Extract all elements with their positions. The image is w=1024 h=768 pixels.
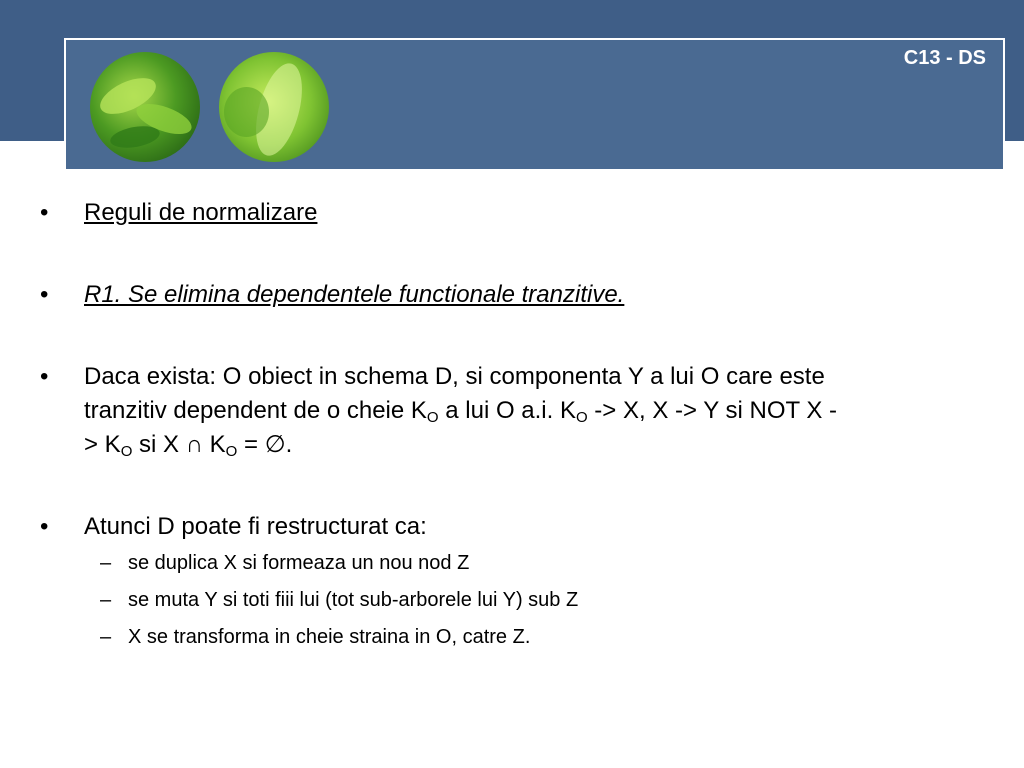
bullet-dot: • — [40, 363, 49, 390]
bullet-text-atunci: Atunci D poate fi restructurat ca: — [84, 513, 427, 540]
bullet-dot: • — [40, 513, 49, 540]
daca-line-3: > $K_O$ si X ∩ $K_O$ = ∅. — [84, 431, 293, 460]
sub-item-text: se duplica X si formeaza un nou nod Z — [128, 552, 470, 574]
sub-item-text: se muta Y si toti fiii lui (tot sub-arborele lui Y) sub Z — [128, 589, 579, 611]
sub-item-text: X se transforma in cheie straina in O, catre Z. — [128, 626, 531, 648]
sub-dash: – — [100, 626, 112, 648]
daca-line-2: tranzitiv dependent de o cheie $K_O$ a lui O a.i. $K_O -> X$, X -> Y si NOT X - — [84, 397, 838, 426]
sub-dash: – — [100, 552, 112, 574]
slide-code: C13 - DS — [903, 47, 986, 69]
bullet-text-daca — [84, 360, 984, 462]
bullet-text-reguli: Reguli de normalizare — [84, 199, 318, 226]
bullet-text-r1: R1. Se elimina dependentele functionale tranzitive. — [84, 281, 625, 308]
bullet-dot: • — [40, 281, 49, 308]
bullet-dot: • — [40, 199, 49, 226]
bullet-daca — [40, 360, 990, 470]
daca-line-1: Daca exista: O obiect in schema D, si componenta Y a lui O care este — [84, 363, 825, 390]
sub-dash: – — [100, 589, 112, 611]
